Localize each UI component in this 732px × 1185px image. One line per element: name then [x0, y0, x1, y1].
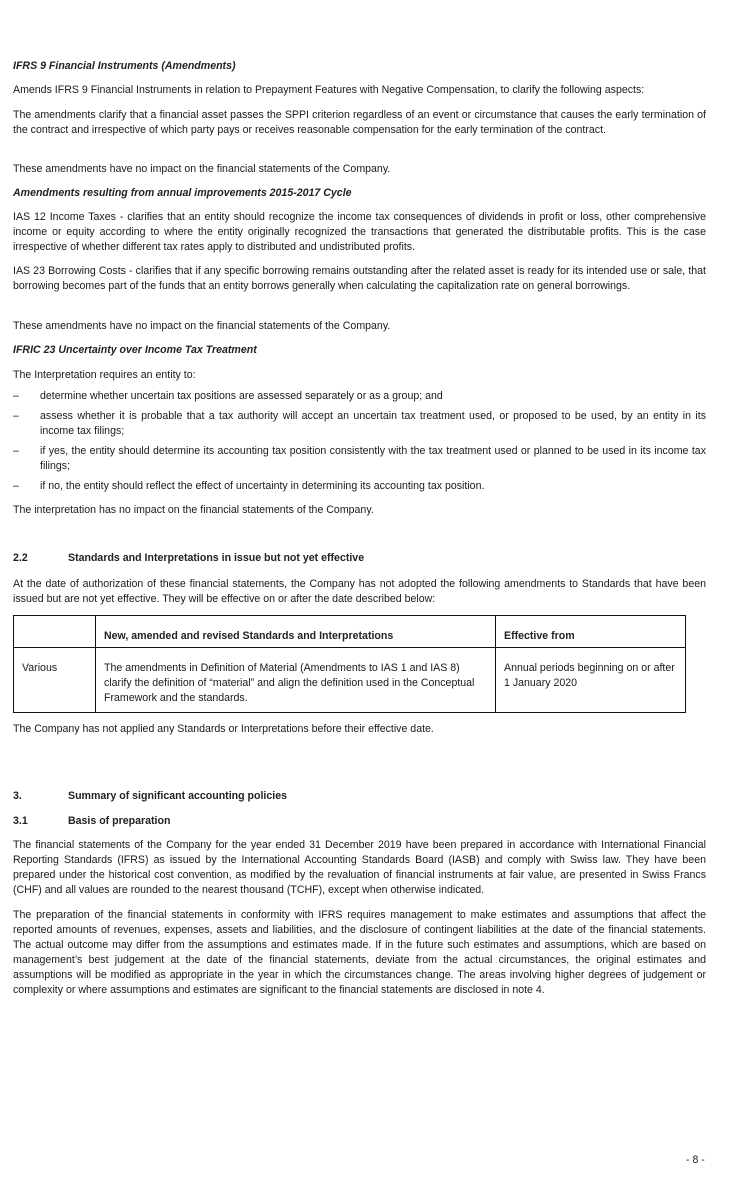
dash-bullet-icon: – — [13, 410, 19, 422]
table-header-cell — [14, 616, 96, 648]
standards-table — [13, 615, 686, 713]
ias23-paragraph: IAS 23 Borrowing Costs - clarifies that if any specific borrowing remains outstanding after the related asset is ready for its intended use or sale, that borrowing becomes part of the funds that an entity borrows generally when calculating the capitalization rate on general borrowings. — [13, 265, 706, 292]
section-title: Basis of preparation — [68, 815, 171, 827]
basis-of-preparation-paragraph-2: The preparation of the financial statements in conformity with IFRS requires management to make estimates and assumptions that affect the reported amounts of revenues, expenses, assets and liabilities, and the disclosure of contingent liabilities at the date of the financial statements. The actual outcome may differ from the assumptions and estimates made. If in the future such estimates and assumptions, which are based on management’s best judgement at the date of the financial statements, deviate from the actual circumstances, the original estimates and assumptions will be modified as appropriate in the year in which the circumstances change. The areas involving higher degrees of judgement or complexity or where assumptions and estimates are significant to the financial statements are disclosed in note 4. — [13, 909, 706, 996]
table-row — [14, 648, 686, 713]
ifrs9-body: The amendments clarify that a financial asset passes the SPPI criterion regardless of an event or circumstance that causes the early termination of the contract and irrespective of which party pays or receives reasonable compensation for the early termination of the contract. — [13, 109, 706, 136]
table-header-cell: New, amended and revised Standards and Interpretations — [96, 616, 496, 648]
table-cell-category: Various — [14, 648, 96, 713]
ifric23-impact: The interpretation has no impact on the financial statements of the Company. — [13, 504, 374, 516]
ifrs9-impact: These amendments have no impact on the financial statements of the Company. — [13, 163, 391, 175]
ifrs9-heading: IFRS 9 Financial Instruments (Amendments) — [13, 60, 236, 72]
section-title: Summary of significant accounting policies — [68, 790, 287, 802]
table-header-row — [14, 616, 686, 648]
section-2-2-intro: At the date of authorization of these financial statements, the Company has not adopted the following amendments to Standards that have been issued but are not yet effective. They will be effective on or after the date described below: — [13, 578, 706, 605]
dash-bullet-icon: – — [13, 480, 19, 492]
ifrs9-intro: Amends IFRS 9 Financial Instruments in relation to Prepayment Features with Negative Compensation, to clarify the following aspects: — [13, 84, 645, 96]
annual-improvements-impact: These amendments have no impact on the financial statements of the Company. — [13, 320, 391, 332]
bullet-text: if yes, the entity should determine its accounting tax position consistently with the tax treatment used or planned to be used in its income tax filings; — [40, 445, 706, 472]
dash-bullet-icon: – — [13, 445, 19, 457]
table-header-cell: Effective from — [496, 616, 686, 648]
table-cell-effective-date: Annual periods beginning on or after 1 January 2020 — [496, 648, 686, 713]
bullet-text: determine whether uncertain tax positions are assessed separately or as a group; and — [40, 390, 443, 402]
basis-of-preparation-paragraph-1: The financial statements of the Company for the year ended 31 December 2019 have been prepared in accordance with International Financial Reporting Standards (IFRS) as issued by the International Accounting Standards Board (IASB) and comply with Swiss law. They have been prepared under the historical cost convention, as modified by the revaluation of financial instruments at fair value, are presented in Swiss Francs (CHF) and all values are rounded to the nearest thousand (TCHF), except when otherwise indicated. — [13, 839, 706, 896]
section-number: 3. — [13, 790, 22, 802]
ias12-paragraph: IAS 12 Income Taxes - clarifies that an entity should recognize the income tax consequences of dividends in profit or loss, other comprehensive income or equity according to where the entity originally recognized the transactions that generated the distributable profits. This is the case irrespective of whether different tax rates apply to distributed and undistributed profits. — [13, 211, 706, 253]
section-2-2-closing: The Company has not applied any Standards or Interpretations before their effective date. — [13, 723, 434, 735]
section-title: Standards and Interpretations in issue but not yet effective — [68, 552, 365, 564]
annual-improvements-heading: Amendments resulting from annual improvements 2015-2017 Cycle — [13, 187, 352, 199]
ifric23-intro: The Interpretation requires an entity to: — [13, 369, 196, 381]
page-number: - 8 - — [686, 1154, 705, 1166]
ifric23-heading: IFRIC 23 Uncertainty over Income Tax Treatment — [13, 344, 257, 356]
section-number: 3.1 — [13, 815, 28, 827]
section-number: 2.2 — [13, 552, 28, 564]
dash-bullet-icon: – — [13, 390, 19, 402]
bullet-text: assess whether it is probable that a tax authority will accept an uncertain tax treatment used, or proposed to be used, by an entity in its income tax filings; — [40, 410, 706, 437]
table-cell-description: The amendments in Definition of Material (Amendments to IAS 1 and IAS 8) clarify the definition of “material” and align the definition used in the Conceptual Framework and the standards. — [96, 648, 496, 713]
bullet-text: if no, the entity should reflect the effect of uncertainty in determining its accounting tax position. — [40, 480, 485, 492]
